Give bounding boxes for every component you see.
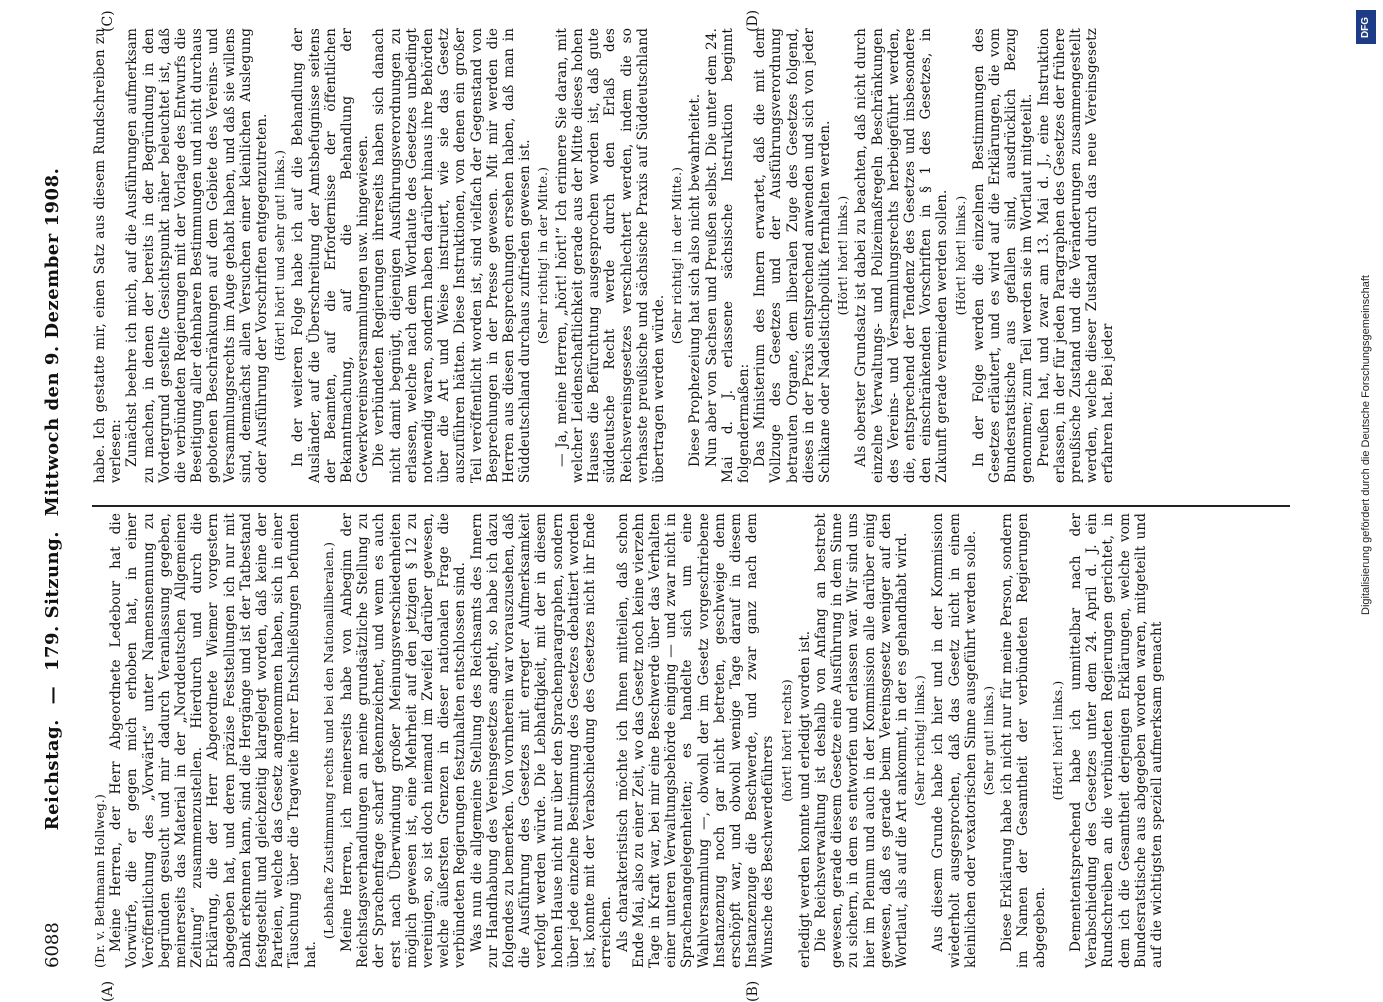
header-date: Mittwoch den 9. Dezember 1908. <box>42 167 63 517</box>
paragraph: Als charakteristisch möchte ich Ihnen mitteilen, daß schon Ende Mai, also zu einer Zeit, wo das Gesetz noch keine vierzehn Tage in Kraft war, bei mir eine Beschwerde über das Verhalten einer unteren Verwaltungsbehörde einging — und zwar nicht in Sprachenangelegenheiten; es handelte sich um eine Wahlversammlung —, obwohl der im Gesetz vorgeschriebene Instanzenzug noch gar nicht betreten, geschweige denn erschöpft war, und obwohl wenige Tage darauf in diesem Instanzenzuge die Beschwerde, und zwar ganz nach dem Wunsche des Beschwerdeführers <box>614 513 777 968</box>
interjection: (hört! hört! rechts) <box>778 679 794 802</box>
paragraph: Das Ministerium des Innern erwartet, daß die mit dem Vollzuge des Gesetzes und der Ausführungsverordnung betrauten Organe, dem liberalen Zuge des Gesetzes folgend, dieses in der Praxis entsprechend anwenden und sich von jeder Schikane oder Nadelstichpolitik fernhalten werden. <box>752 28 833 483</box>
header-dash: — <box>42 685 63 705</box>
dfg-logo <box>1356 10 1376 44</box>
interjection: (Hört! hört! links.) <box>1049 680 1065 801</box>
paragraph: Nun aber von Sachsen und Preußen selbst. Die unter dem 24. Mai d. J. erlassene sächsische Instruktion beginnt folgendermaßen: <box>703 28 752 483</box>
interjection: (Sehr richtig! in der Mitte.) <box>669 166 685 345</box>
interjection: (Sehr richtig! links.) <box>912 675 928 806</box>
paragraph: In der weiteren Folge habe ich auf die Behandlung der Ausländer, auf die Überschreitung der Amtsbefugnisse seitens der Beamten, auf die Erfordernisse der öffentlichen Bekanntmachung, auf die Behandlung der Gewerkvereinsversammlungen usw. hingewiesen. <box>290 28 372 483</box>
header-title <box>42 28 63 970</box>
interjection: (Hört! hört! und sehr gut! links.) <box>272 149 288 362</box>
right-text-column <box>92 28 1117 483</box>
interjection: (Hört! hört! links.) <box>835 195 851 316</box>
page-number: 6088 <box>42 922 63 968</box>
interjection: (Sehr richtig! in der Mitte.) <box>535 166 551 345</box>
left-text-column <box>92 513 1165 968</box>
interjection: (Lebhafte Zustimmung rechts und bei den Nationalliberalen.) <box>320 541 336 940</box>
paragraph: Als oberster Grundsatz ist dabei zu beachten, daß nicht durch einzelne Verwaltungs- und Polizeimaßregeln Beschränkungen des Vereins- und Versammlungsrechts herbeigeführt werden, die, entsprechend der Tendenz des Gesetzes und insbesondere den einschränkenden Vorschriften in § 1 des Gesetzes, in Zukunft gerade vermieden werden sollen. <box>853 28 951 483</box>
paragraph: Diese Erklärung habe ich nicht nur für meine Person, sondern im Namen der Gesamtheit der verbündeten Regierungen abgegeben. <box>999 513 1048 968</box>
paragraph: Die verbündeten Regierungen ihrerseits haben sich danach nicht damit begnügt, diejenigen Ausführungsverordnungen zu erlassen, welche nach dem Wortlaute des Gesetzes unbedingt notwendig waren, sondern haben darüber hinaus ihre Behörden über die Art und Weise instruiert, wie sie das Gesetz auszuführen hätten. Diese Instruktionen, von denen ein großer Teil veröffentlicht worden ist, sind vielfach der Gegenstand von Besprechungen in der Presse gewesen. Mit mir werden die Herren aus diesen Besprechungen ersehen haben, daß man in Süddeutschland durchaus zufrieden gewesen ist. <box>371 28 534 483</box>
interjection: (Hört! hört! links.) <box>952 195 968 316</box>
margin-mark-b: (B) <box>745 980 761 1002</box>
paragraph: Meine Herren, der Herr Abgeordnete Ledebour hat die Vorwürfe, die er gegen mich erhoben hat, in einer Veröffentlichung des „Vorwärts“ unter Namensnennung zu begründen gesucht und mir dadurch Veranlassung gegeben, meinerseits das Material in der „Norddeutschen Allgemeinen Zeitung“ zusammenzustellen. Hierdurch und durch die Erklärung, die der Herr Abgeordnete Wiemer vorgestern abgegeben hat, und deren präzise Feststellungen ich nur mit Dank erkennen kann, sind die Hergänge und ist der Tatbestand festgestellt und gleichzeitig klargelegt worden, daß keine der Parteien, welche das Gesetz angenommen haben, sich in einer Täuschung über die Tragweite ihrer Entschließungen befunden hat. <box>108 513 319 968</box>
paragraph: erledigt werden konnte und erledigt worden ist. <box>796 630 813 968</box>
margin-mark-a: (A) <box>100 980 116 1002</box>
paragraph: Demententsprechend habe ich unmittelbar nach der Verabschiedung des Gesetzes unter dem 24. April d. J. ein Rundschreiben an die verbündeten Regierungen gerichtet, in dem ich die Gesamtheit derjenigen Erklärungen, welche vom Bundesratstische aus abgegeben worden waren, mitgeteilt und auf die wichtigsten speziell aufmerksam gemacht <box>1067 513 1165 968</box>
speaker-label: (Dr. v. Bethmann Hollweg.) <box>92 794 107 968</box>
paragraph: Preußen hat, und zwar am 13. Mai d. J., eine Instruktion erlassen, in der für jeden Paragraphen des Gesetzes der frühere preußische Zustand und die Veränderungen zusammengestellt werden, welche dieser Zustand durch das neue Vereinsgesetz erfahren hat. Bei jeder <box>1035 28 1117 483</box>
paragraph: Diese Prophezeiung hat sich also nicht bewahrheitet. <box>687 93 704 467</box>
column-divider <box>92 505 1290 507</box>
header-session: 179. Sitzung. <box>42 531 63 672</box>
margin-mark-d: (D) <box>745 9 761 32</box>
interjection: (Sehr gut! links.) <box>980 685 996 796</box>
paragraph: — Ja, meine Herren, „hört! hört!“ Ich erinnere Sie daran, mit welcher Leidenschaftlichkeit gerade aus der Mitte dieses hohen Hauses die Befürchtung ausgesprochen worden ist, daß gute süddeutsche Recht werde durch den Erlaß des Reichsvereinsgesetzes verschlechtert werden, indem die so verhasste preußische und sächsische Praxis auf Süddeutschland übertragen werden würde. <box>553 28 667 483</box>
paragraph: Zunächst beehre ich mich, auf die Ausführungen aufmerksam zu machen, in denen der bereits in der Begründung in den Vordergrund gestellte Gesichtspunkt näher beleuchtet ist, daß die verbündeten Regierungen mit der Vorlage des Entwurfs die Beseitigung aller dehnbaren Bestimmungen und nicht durchaus gebotenen Beschränkungen auf dem Gebiete des Vereins- und Versammlungsrechts im Auge gehabt haben, und daß sie willens sind, demnächst allen Versuchen einer kleinlichen Auslegung oder Ausführung der Vorschriften entgegenzutreten. <box>124 28 271 483</box>
paragraph: Was nun die allgemeine Stellung des Reichsamts des Innern zur Handhabung des Vereinsgesetzes angeht, so habe ich dazu folgendes zu bemerken. Von vornherein war vorauszusehen, daß die Ausführung des Gesetzes mit erregter Aufmerksamkeit verfolgt werden würde. Die Lebhaftigkeit, mit der in diesem hohen Hause nicht nur über den Sprachenparagraphen, sondern über jede einzelne Bestimmung des Gesetzes debattiert worden ist, konnte mit der Verabschiedung des Gesetzes nicht ihr Ende erreichen. <box>468 513 615 968</box>
paragraph: habe. Ich gestatte mir, einen Satz aus diesem Rundschreiben zu verlesen: <box>92 28 125 483</box>
paragraph: Meine Herren, ich meinerseits habe von Anbeginn der Reichstagsverhandlungen an meine grundsätzliche Stellung zu der Sprachenfrage scharf gekennzeichnet, und wenn es auch erst nach Überwindung großer Meinungsverschiedenheiten möglich gewesen ist, eine Mehrheit auf den jetzigen § 12 zu vereinigen, so ist doch niemand im Zweifel darüber gewesen, welche äußersten Grenzen in dieser nationalen Frage die verbündeten Regierungen festzuhalten entschlossen sind. <box>339 513 469 968</box>
paragraph: In der Folge werden die einzelnen Bestimmungen des Gesetzes erläutert, und es wird auf die Erklärungen, die vom Bundesratstische aus gefallen sind, ausdrücklich Bezug genommen; zum Teil werden sie im Wortlaut mitgeteilt. <box>970 28 1036 483</box>
paragraph: Aus diesem Grunde habe ich hier und in der Kommission wiederholt ausgesprochen, daß das Gesetz nicht in einem kleinlichen oder vexatorischen Sinne ausgeführt werden solle. <box>930 513 979 968</box>
header-reichstag: Reichstag. <box>42 719 63 831</box>
paragraph: Die Reichsverwaltung ist deshalb von Anfang an bestrebt gewesen, gerade diesem Gesetze eine Ausführung in dem Sinne zu sichern, in dem es entworfen und erlassen war. Wir sind uns hier im Plenum und auch in der Kommission alle darüber einig gewesen, daß es gerade beim Vereinsgesetz weniger auf den Wortlaut, als auf die Art ankommt, in der es gehandhabt wird. <box>812 513 910 968</box>
margin-mark-c: (C) <box>100 10 116 32</box>
page-header <box>40 28 70 970</box>
dfg-logo-text: DFG <box>1360 16 1372 38</box>
dfg-funding-note: Digitalisierung gefördert durch die Deutsche Forschungsgemeinschaft <box>1360 275 1372 615</box>
